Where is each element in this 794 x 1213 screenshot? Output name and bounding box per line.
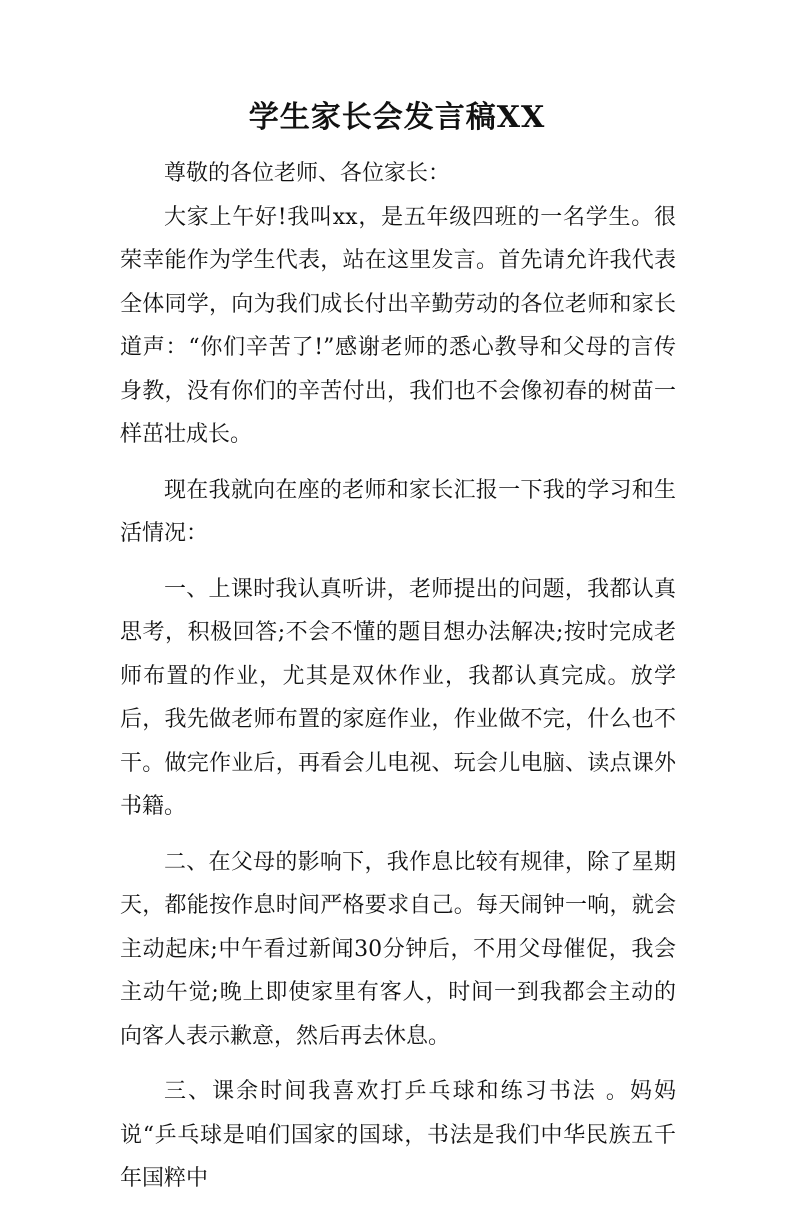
greeting-paragraph: 大家上午好!我叫xx，是五年级四班的一名学生。很荣幸能作为学生代表，站在这里发言。首先请允许我代表全体同学，向为我们成长付出辛勤劳动的各位老师和家长道声：“你们辛苦了!”感谢老师的悉心教导和父母的言传身教，没有你们的辛苦付出，我们也不会像初春的树苗一样茁壮成长。 [120, 204, 676, 447]
document-title: 学生家长会发言稿XX [248, 100, 546, 135]
study-paragraph: 一、上课时我认真听讲，老师提出的问题，我都认真思考，积极回答;不会不懂的题目想办法解决;按时完成老师布置的作业，尤其是双休作业，我都认真完成。放学后，我先做老师布置的家庭作业，作业做不完，什么也不干。做完作业后，再看会儿电视、玩会儿电脑、读点课外书籍。 [120, 576, 676, 819]
salutation-paragraph: 尊敬的各位老师、各位家长： [164, 161, 451, 186]
document-body [120, 152, 676, 1213]
hobby-paragraph: 三、课余时间我喜欢打乒乓球和练习书法 。妈妈说“乒乓球是咱们国家的国球，书法是我们中华民族五千年国粹中 [120, 1079, 676, 1191]
routine-paragraph: 二、在父母的影响下，我作息比较有规律，除了星期天，都能按作息时间严格要求自己。每天闹钟一响，就会主动起床;中午看过新闻30分钟后，不用父母催促，我会主动午觉;晚上即使家里有客人，时间一到我都会主动的向客人表示歉意，然后再去休息。 [120, 849, 676, 1049]
report-intro-paragraph: 现在我就向在座的老师和家长汇报一下我的学习和生活情况： [120, 477, 676, 546]
